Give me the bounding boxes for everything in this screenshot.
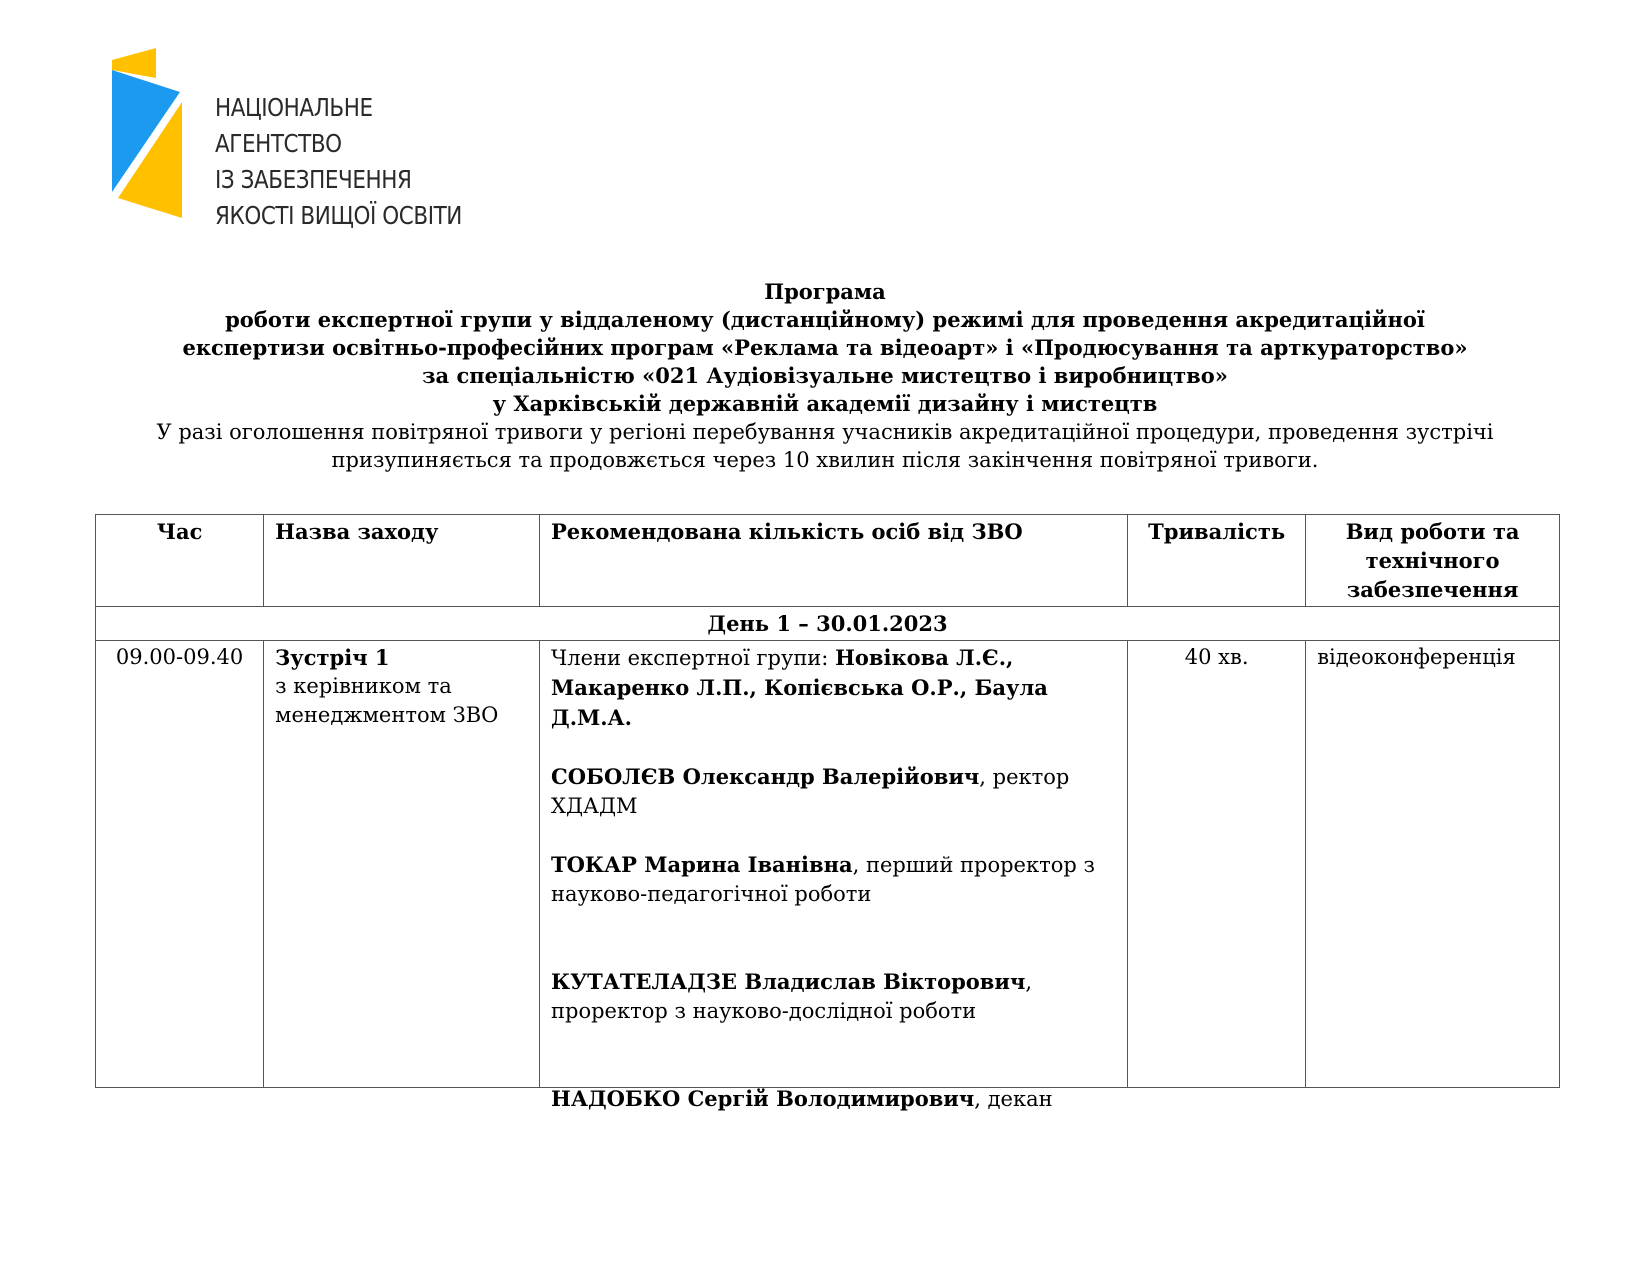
participant-1 — [551, 762, 1116, 821]
logo-line-4: ЯКОСТІ ВИЩОЇ ОСВІТИ — [215, 201, 462, 230]
header-line-2: експертизи освітньо-професійних програм «Реклама та відеоарт» і «Продюсування та арткураторство» — [182, 335, 1468, 360]
participants-list — [551, 643, 1116, 1111]
header-time: Час — [96, 515, 264, 607]
header-duration: Тривалість — [1128, 515, 1306, 607]
day-row — [96, 607, 1560, 641]
participant-4 — [551, 1084, 1116, 1114]
expert-group — [551, 643, 1116, 733]
logo-text — [215, 90, 462, 234]
agency-logo — [110, 46, 462, 236]
document-title: Програма — [764, 279, 886, 304]
participant-name: КУТАТЕЛАДЗЕ Владислав Вікторович — [551, 969, 1026, 994]
logo-line-3: ІЗ ЗАБЕЗПЕЧЕННЯ — [215, 165, 412, 194]
logo-line-2: АГЕНТСТВО — [215, 129, 342, 158]
row-work-type: відеоконференція — [1306, 641, 1560, 1088]
table-header-row — [96, 515, 1560, 607]
participant-role: , проректор з науково-дослідної роботи — [551, 970, 1032, 1023]
participant-name: ТОКАР Марина Іванівна — [551, 852, 853, 877]
header-line-1: роботи експертної групи у віддаленому (дистанційному) режимі для проведення акредитаційної — [225, 307, 1425, 332]
row-duration: 40 хв. — [1128, 641, 1306, 1088]
row-time: 09.00-09.40 — [96, 641, 264, 1088]
meeting-title: Зустріч 1 — [275, 645, 390, 670]
experts-names: Новікова Л.Є., Макаренко Л.П., Копієвська О.Р., Баула Д.М.А. — [551, 645, 1048, 730]
participant-role: , декан — [974, 1087, 1053, 1111]
header-participants: Рекомендована кількість осіб від ЗВО — [540, 515, 1128, 607]
header-event-name: Назва заходу — [264, 515, 540, 607]
header-work-type: Вид роботи та технічного забезпечення — [1306, 515, 1560, 607]
air-raid-notice-2: призупиняється та продовжється через 10 хвилин після закінчення повітряної тривоги. — [331, 448, 1319, 472]
logo-emblem-icon — [110, 46, 190, 221]
participant-3 — [551, 967, 1116, 1026]
row-participants — [540, 641, 1128, 1111]
meeting-description: з керівником та менеджментом ЗВО — [275, 674, 499, 727]
program-table — [95, 514, 1560, 1111]
participant-name: СОБОЛЄВ Олександр Валерійович — [551, 764, 980, 789]
participant-2 — [551, 850, 1116, 909]
document-header — [60, 278, 1590, 474]
header-line-3: за спеціальністю «021 Аудіовізуальне мистецтво і виробництво» — [422, 363, 1228, 388]
logo-line-1: НАЦІОНАЛЬНЕ — [215, 93, 373, 122]
table-row — [96, 641, 1560, 1088]
participant-role: , перший проректор з науково-педагогічної роботи — [551, 853, 1095, 906]
air-raid-notice-1: У разі оголошення повітряної тривоги у регіоні перебування учасників акредитаційної процедури, проведення зустрічі — [156, 420, 1494, 444]
participant-name: НАДОБКО Сергій Володимирович — [551, 1086, 975, 1111]
experts-prefix: Члени експертної групи: — [551, 646, 836, 670]
day-label: День 1 – 30.01.2023 — [96, 607, 1560, 641]
row-event — [264, 641, 540, 1088]
participant-role: , ректор ХДАДМ — [551, 765, 1070, 818]
header-line-4: у Харківській державній академії дизайну і мистецтв — [492, 391, 1158, 416]
